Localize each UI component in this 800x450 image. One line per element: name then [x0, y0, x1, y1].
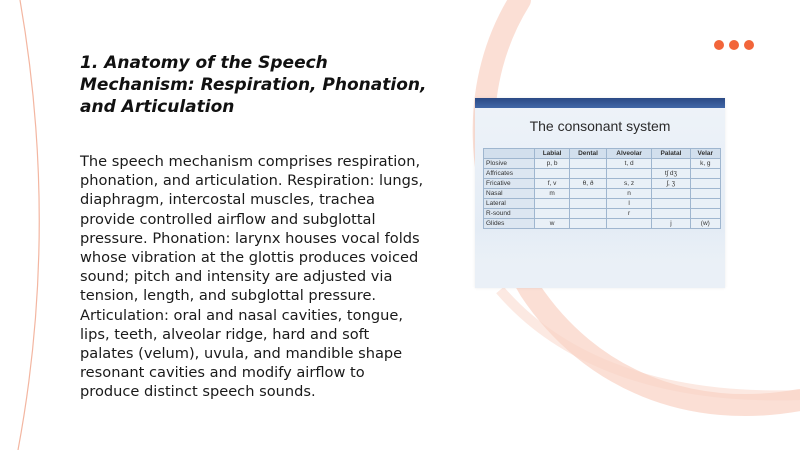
table-header-cell: Palatal [652, 149, 690, 159]
table-cell [570, 219, 607, 229]
table-cell [606, 219, 651, 229]
decorative-dot [729, 40, 739, 50]
table-cell [690, 209, 720, 219]
table-header-cell: Alveolar [606, 149, 651, 159]
image-title: The consonant system [529, 118, 671, 134]
table-cell: t, d [606, 159, 651, 169]
table-row-label: R-sound [484, 209, 535, 219]
table-row [484, 169, 721, 179]
table-row [484, 189, 721, 199]
consonant-table [483, 148, 721, 229]
table-cell: m [535, 189, 570, 199]
table-header-cell: Velar [690, 149, 720, 159]
table-cell [652, 189, 690, 199]
table-row-label: Glides [484, 219, 535, 229]
table-cell [652, 199, 690, 209]
table-cell: s, z [606, 179, 651, 189]
table-cell [652, 209, 690, 219]
table-cell [570, 159, 607, 169]
table-header-cell: Labial [535, 149, 570, 159]
table-row-label: Lateral [484, 199, 535, 209]
table-cell: w [535, 219, 570, 229]
table-cell: p, b [535, 159, 570, 169]
table-cell [570, 169, 607, 179]
table-row [484, 179, 721, 189]
table-cell [690, 179, 720, 189]
table-row [484, 159, 721, 169]
image-bottom-fade [475, 228, 725, 288]
decorative-dots [714, 40, 754, 50]
image-header-band [475, 98, 725, 108]
table-row-label: Affricates [484, 169, 535, 179]
table-row [484, 219, 721, 229]
table-cell: n [606, 189, 651, 199]
table-cell [535, 199, 570, 209]
table-cell: (w) [690, 219, 720, 229]
table-cell: θ, ð [570, 179, 607, 189]
table-cell [606, 169, 651, 179]
table-cell: ʃ, ʒ [652, 179, 690, 189]
table-row [484, 199, 721, 209]
slide-title: 1. Anatomy of the Speech Mechanism: Respiration, Phonation, and Articulation [80, 53, 427, 117]
table-cell: r [606, 209, 651, 219]
table-cell: j [652, 219, 690, 229]
table-cell [570, 189, 607, 199]
table-cell [535, 169, 570, 179]
table-header-cell: Dental [570, 149, 607, 159]
table-header-row [484, 149, 721, 159]
table-cell [690, 199, 720, 209]
slide-body-text: The speech mechanism comprises respiration, phonation, and articulation. Respiration: lungs, diaphragm, intercostal muscles, trachea provide controlled airflow and subglottal pressure. Phonation: larynx houses vocal folds whose vibration at the glottis produces voiced sound; pitch and intensity are adjusted via tension, length, and subglottal pressure. Articulation: oral and nasal cavities, tongue, lips, teeth, alveolar ridge, hard and soft palates (velum), uvula, and mandible shape resonant cavities and modify airflow to produce distinct speech sounds. [80, 153, 424, 401]
table-row-label: Plosive [484, 159, 535, 169]
decorative-dot [714, 40, 724, 50]
table-cell [690, 169, 720, 179]
table-cell: tʃ dʒ [652, 169, 690, 179]
table-row-label: Fricative [484, 179, 535, 189]
table-row-label: Nasal [484, 189, 535, 199]
table-cell: f, v [535, 179, 570, 189]
table-cell [652, 159, 690, 169]
table-cell [535, 209, 570, 219]
consonant-system-image [475, 98, 725, 288]
table-cell: k, g [690, 159, 720, 169]
table-cell [690, 189, 720, 199]
decorative-dot [744, 40, 754, 50]
table-cell: l [606, 199, 651, 209]
table-cell [570, 199, 607, 209]
table-cell [570, 209, 607, 219]
table-header-cell [484, 149, 535, 159]
table-row [484, 209, 721, 219]
